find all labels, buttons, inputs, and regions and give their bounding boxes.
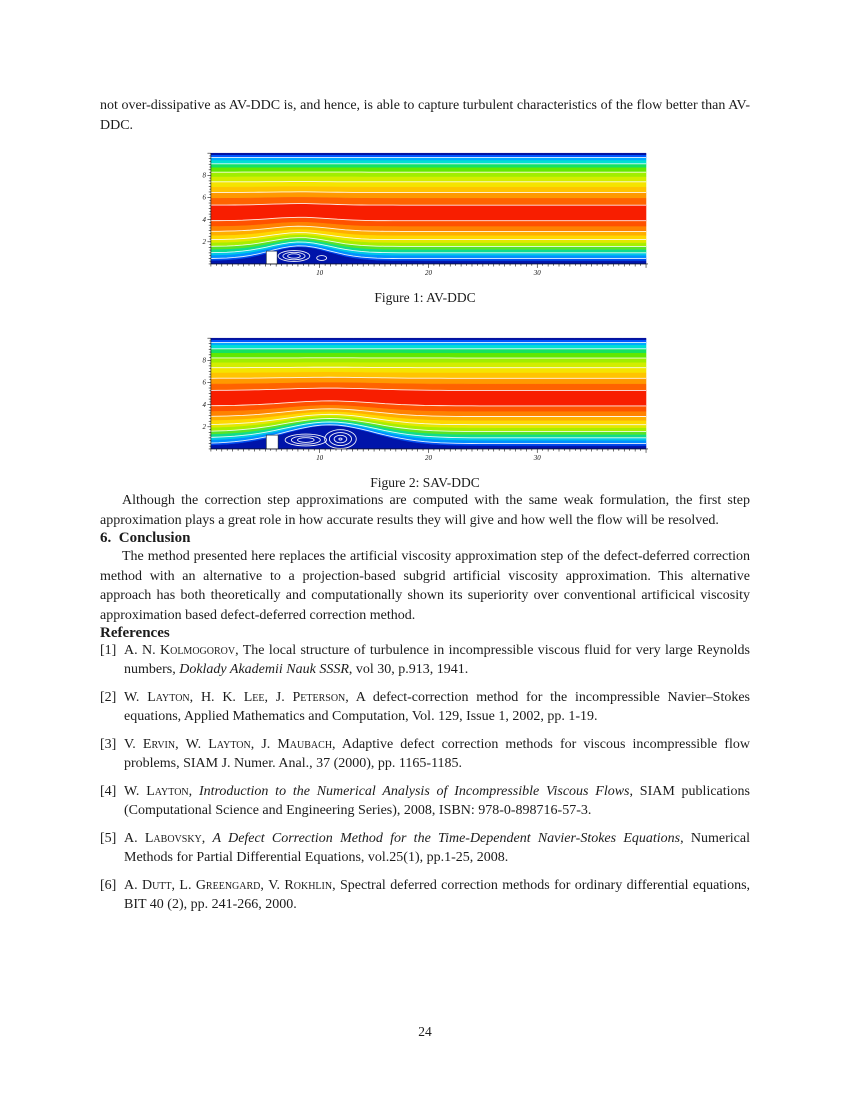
reference-text-part: A. Dutt	[124, 878, 172, 893]
reference-text-part: , Numerical Methods for Partial Differential Equations, vol.25(1), pp.1-25, 2008.	[124, 831, 750, 865]
reference-label: [1]	[100, 643, 117, 658]
svg-text:10: 10	[315, 269, 323, 277]
svg-text:2: 2	[202, 239, 206, 247]
reference-text-part: J. Peterson	[275, 690, 346, 705]
reference-text-part: ,	[264, 690, 276, 705]
svg-text:10: 10	[315, 454, 323, 462]
reference-text-part: A Defect Correction Method for the Time-Dependent Navier-Stokes Equations	[212, 831, 681, 846]
reference-text-part: , Spectral deferred correction methods for ordinary differential equations, BIT 40 (2), pp. 241-266, 2000.	[124, 878, 751, 912]
svg-text:6: 6	[202, 194, 206, 202]
reference-text	[124, 736, 750, 773]
reference-text	[124, 830, 750, 867]
svg-text:8: 8	[202, 172, 206, 180]
reference-item	[100, 877, 750, 914]
section-heading-conclusion: 6. Conclusion	[100, 530, 191, 546]
reference-text-part: , SIAM publications (Computational Science and Engineering Series), 2008, ISBN: 978-0-898716-57-3.	[124, 784, 750, 818]
section-heading-references: References	[100, 625, 170, 641]
reference-text-part: Doklady Akademii Nauk SSSR	[179, 661, 349, 677]
reference-label: [4]	[100, 784, 117, 799]
figure-1-avddc-plot	[202, 151, 649, 277]
figure-1-image	[202, 151, 649, 277]
svg-text:2: 2	[202, 424, 206, 432]
svg-text:4: 4	[202, 216, 206, 224]
reference-item	[100, 642, 750, 679]
reference-text-part: , vol 30, p.913, 1941.	[348, 661, 469, 677]
reference-text-part: A. Labovsky	[124, 831, 202, 846]
figure-2-savddc-plot	[202, 336, 649, 462]
page-number: 24	[418, 1024, 432, 1039]
step-obstacle	[266, 251, 277, 264]
reference-text-part: ,	[171, 878, 180, 893]
reference-text-part: , A defect-correction method for the incompressible Navier–Stokes equations, Applied Mathematics and Computation, Vol. 129, Issue 1, 2002, pp. 1-19.	[124, 690, 750, 724]
reference-text-part: W. Layton	[124, 690, 190, 705]
reference-label: [3]	[100, 737, 117, 752]
svg-text:20: 20	[424, 454, 432, 462]
paragraph-intro: not over-dissipative as AV-DDC is, and hence, is able to capture turbulent characteristics of the flow better than AV-DDC.	[100, 98, 750, 133]
figure-2-caption: Figure 2: SAV-DDC	[370, 475, 480, 490]
reference-text-part: V. Ervin	[124, 737, 176, 752]
reference-item	[100, 736, 750, 773]
reference-list	[100, 642, 750, 914]
reference-text	[124, 783, 750, 820]
reference-label: [5]	[100, 831, 117, 846]
reference-text-part: , Adaptive defect correction methods for viscous incompressible flow problems, SIAM J. Numer. Anal., 37 (2000), pp. 1165-1185.	[124, 737, 751, 771]
paragraph-although: Although the correction step approximations are computed with the same weak formulation, the first step approximation plays a great role in how accurate results they will give and how well the flow will be resolved.	[100, 493, 750, 528]
svg-text:30: 30	[533, 269, 541, 277]
reference-text-part: A. N. Kolmogorov	[124, 643, 236, 658]
reference-text-part: V. Rokhlin	[268, 878, 333, 893]
reference-text-part: ,	[188, 784, 199, 799]
reference-text	[124, 642, 750, 679]
contour-bands	[210, 338, 645, 449]
reference-text-part: W. Layton	[124, 784, 189, 799]
svg-text:4: 4	[202, 401, 206, 409]
reference-text-part: ,	[250, 737, 262, 752]
reference-text-part: , The local structure of turbulence in incompressible viscous fluid for very large Reynolds numbers,	[124, 643, 750, 677]
reference-text-part: ,	[201, 831, 213, 846]
reference-text-part: H. K. Lee	[200, 690, 265, 705]
reference-text-part: W. Layton	[185, 737, 251, 752]
reference-text-part: Introduction to the Numerical Analysis of Incompressible Viscous Flows	[198, 784, 630, 799]
step-obstacle	[266, 435, 278, 449]
figure-1-container	[202, 151, 649, 306]
svg-text:20: 20	[424, 269, 432, 277]
reference-label: [6]	[100, 878, 117, 893]
reference-text-part: J. Maubach	[261, 737, 333, 752]
reference-text-part: ,	[260, 878, 269, 893]
reference-text-part: ,	[175, 737, 186, 752]
reference-text-part: L. Greengard	[179, 878, 261, 893]
reference-item	[100, 783, 750, 820]
figure-2-container	[202, 336, 649, 491]
reference-label: [2]	[100, 690, 117, 705]
contour-bands	[210, 153, 645, 264]
figure-2-image	[202, 336, 649, 462]
page-content	[100, 96, 750, 924]
svg-text:8: 8	[202, 357, 206, 365]
reference-text	[124, 877, 750, 914]
reference-text-part: ,	[189, 690, 201, 705]
figure-1-caption: Figure 1: AV-DDC	[374, 290, 476, 305]
svg-text:6: 6	[202, 379, 206, 387]
reference-item	[100, 689, 750, 726]
reference-item	[100, 830, 750, 867]
svg-text:30: 30	[533, 454, 541, 462]
paragraph-conclusion: The method presented here replaces the artificial viscosity approximation step of the defect-deferred correction method with an alternative to a projection-based subgrid artificial viscosity approximation. This alternative approach has both theoretically and computationally shown its superiority over conventional artificical viscosity approximation based defect-deferred correction method.	[100, 549, 750, 623]
reference-text	[124, 689, 750, 726]
